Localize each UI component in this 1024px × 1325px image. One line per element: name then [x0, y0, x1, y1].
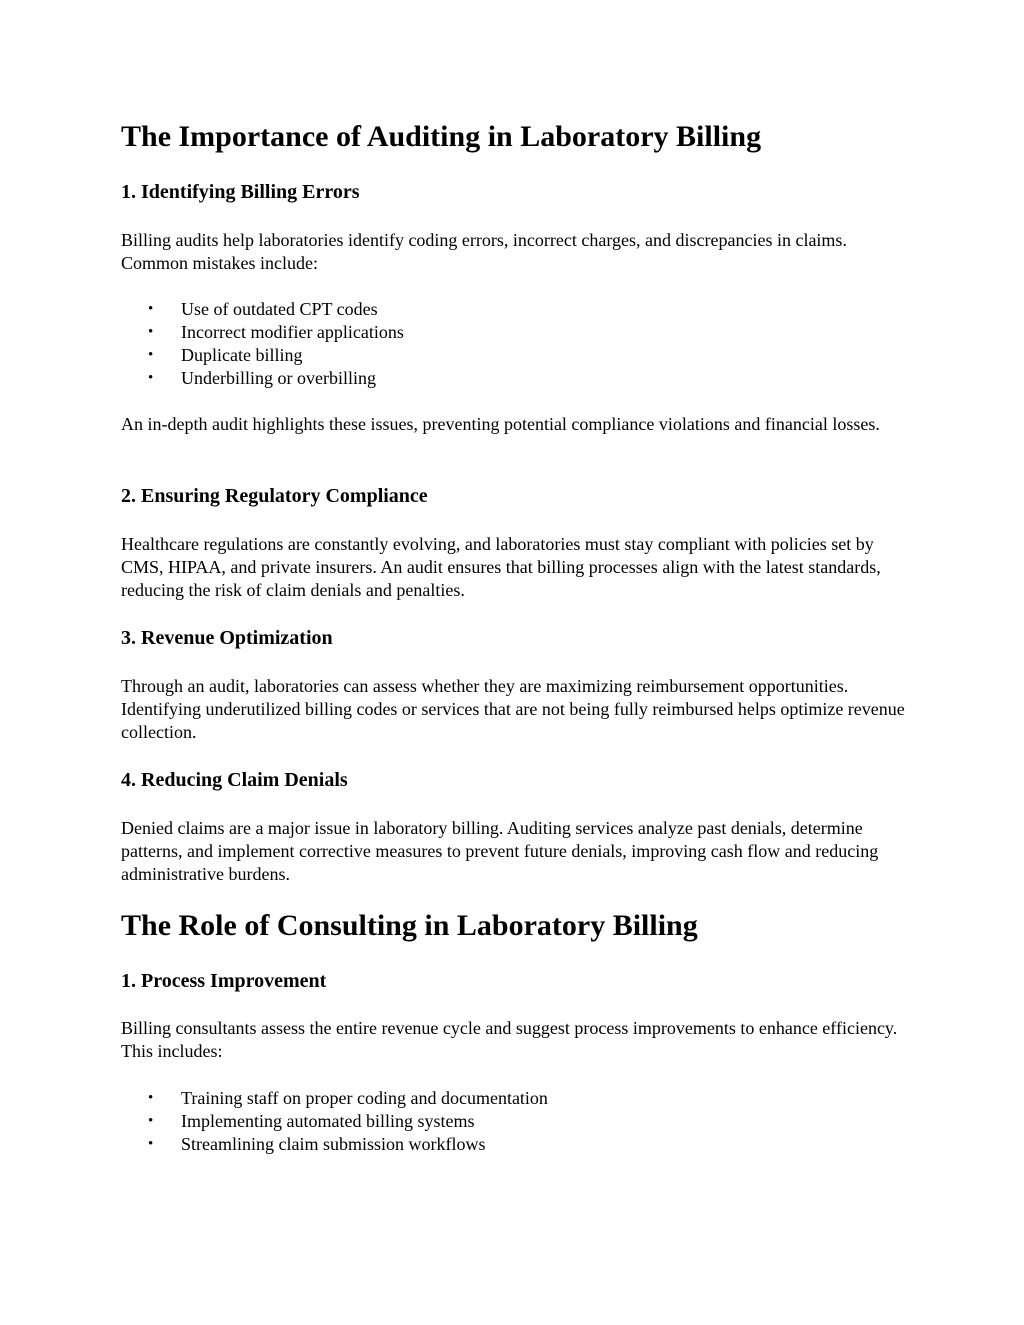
list-item-text: Incorrect modifier applications — [181, 322, 404, 342]
bullet-icon: • — [148, 1113, 154, 1129]
paragraph-claim-denials: Denied claims are a major issue in laboratory billing. Auditing services analyze past denials, determine patterns, and implement corrective measures to prevent future denials, improving cash flow and reducing administrative burdens. — [121, 818, 879, 884]
paragraph-process-improvement: Billing consultants assess the entire revenue cycle and suggest process improvements to enhance efficiency. This includes: — [121, 1018, 898, 1061]
subsection-heading-claim-denials: 4. Reducing Claim Denials — [121, 769, 348, 791]
list-item-text: Training staff on proper coding and documentation — [181, 1088, 548, 1108]
list-item — [121, 367, 404, 390]
bullet-icon: • — [148, 324, 154, 340]
bullet-list-process-improvements — [121, 1087, 548, 1156]
list-item — [121, 344, 404, 367]
list-item — [121, 321, 404, 344]
bullet-icon: • — [148, 370, 154, 386]
list-item-text: Underbilling or overbilling — [181, 368, 376, 388]
subsection-heading-billing-errors: 1. Identifying Billing Errors — [121, 181, 360, 203]
bullet-icon: • — [148, 347, 154, 363]
bullet-icon: • — [148, 301, 154, 317]
list-item — [121, 298, 404, 321]
list-item-text: Implementing automated billing systems — [181, 1111, 475, 1131]
list-item-text: Streamlining claim submission workflows — [181, 1134, 486, 1154]
bullet-icon: • — [148, 1090, 154, 1106]
bullet-list-common-mistakes — [121, 298, 404, 390]
paragraph-billing-errors: Billing audits help laboratories identify coding errors, incorrect charges, and discrepancies in claims. Common mistakes include: — [121, 230, 847, 273]
section-title-auditing: The Importance of Auditing in Laboratory Billing — [121, 120, 762, 153]
paragraph-audit-highlights: An in-depth audit highlights these issues, preventing potential compliance violations and financial losses. — [121, 414, 880, 434]
subsection-heading-revenue-optimization: 3. Revenue Optimization — [121, 627, 333, 649]
list-item — [121, 1110, 548, 1133]
subsection-heading-regulatory-compliance: 2. Ensuring Regulatory Compliance — [121, 485, 428, 507]
list-item-text: Use of outdated CPT codes — [181, 299, 378, 319]
paragraph-revenue-optimization: Through an audit, laboratories can assess whether they are maximizing reimbursement opportunities. Identifying underutilized billing codes or services that are not being fully reimbursed helps optimize revenue collection. — [121, 676, 905, 742]
list-item — [121, 1133, 548, 1156]
section-title-consulting: The Role of Consulting in Laboratory Billing — [121, 909, 698, 942]
list-item — [121, 1087, 548, 1110]
bullet-icon: • — [148, 1136, 154, 1152]
subsection-heading-process-improvement: 1. Process Improvement — [121, 970, 327, 992]
list-item-text: Duplicate billing — [181, 345, 303, 365]
paragraph-regulatory-compliance: Healthcare regulations are constantly evolving, and laboratories must stay compliant with policies set by CMS, HIPAA, and private insurers. An audit ensures that billing processes align with the latest standards, reducing the risk of claim denials and penalties. — [121, 534, 881, 600]
